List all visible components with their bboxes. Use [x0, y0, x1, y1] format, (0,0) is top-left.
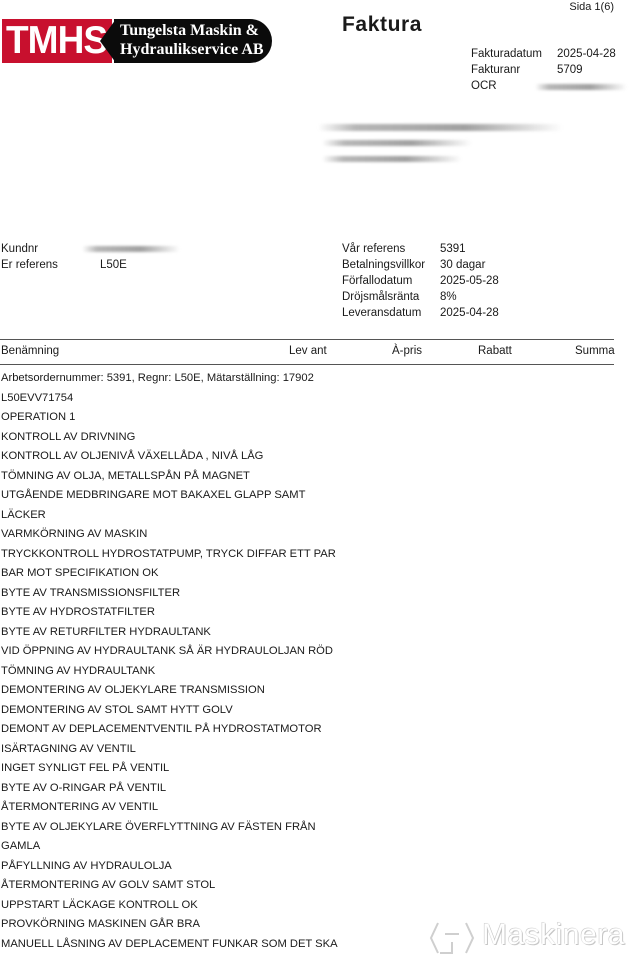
address-line-2-redacted	[322, 140, 472, 146]
line-item: VARMKÖRNING AV MASKIN	[1, 528, 148, 540]
line-item: INGET SYNLIGT FEL PÅ VENTIL	[1, 762, 170, 774]
page-indicator: Sida 1(6)	[569, 1, 614, 13]
line-item: KONTROLL AV DRIVNING	[1, 430, 136, 443]
line-item: VID ÖPPNING AV HYDRAULTANK SÅ ÄR HYDRAULOLJAN RÖD	[1, 645, 333, 657]
payment-terms-value: 30 dagar	[440, 259, 486, 271]
line-item: LÄCKER	[1, 508, 46, 521]
line-item: ISÄRTAGNING AV VENTIL	[1, 742, 136, 755]
maskinera-watermark	[428, 920, 638, 956]
column-header-total: Summa	[575, 345, 615, 357]
logo-company-line2: Hydraulikservice AB	[120, 40, 264, 58]
line-item: DEMONTERING AV STOL SAMT HYTT GOLV	[1, 703, 233, 716]
line-item: OPERATION 1	[1, 411, 76, 423]
line-item: BYTE AV O-RINGAR PÅ VENTIL	[1, 781, 167, 794]
address-line-3-redacted	[322, 156, 462, 162]
line-item: L50EVV71754	[1, 391, 74, 404]
invoice-number-value: 5709	[557, 64, 583, 76]
our-reference-value: 5391	[440, 243, 466, 255]
line-item: BYTE AV RETURFILTER HYDRAULTANK	[1, 625, 211, 638]
payment-terms-label: Betalningsvillkor	[342, 259, 426, 271]
late-interest-value: 8%	[440, 291, 457, 303]
line-item: KONTROLL AV OLJENIVÅ VÄXELLÅDA , NIVÅ LÅG	[1, 450, 264, 462]
our-reference-label: Vår referens	[342, 243, 406, 255]
line-item: ÅTERMONTERING AV VENTIL	[1, 801, 159, 813]
your-reference-label: Er referens	[1, 259, 58, 271]
customer-number-label: Kundnr	[1, 243, 39, 255]
invoice-date-value: 2025-04-28	[557, 48, 616, 60]
logo-company-line1: Tungelsta Maskin &	[120, 22, 259, 39]
line-item: GAMLA	[1, 840, 41, 852]
table-header	[0, 343, 614, 361]
line-item: ÅTERMONTERING AV GOLV SAMT STOL	[1, 879, 216, 891]
customer-number-redacted	[82, 246, 180, 252]
invoice-number-label: Fakturanr	[471, 64, 521, 76]
logo-company-name	[120, 22, 264, 59]
line-item: TÖMNING AV HYDRAULTANK	[1, 664, 156, 677]
company-logo	[2, 19, 272, 63]
column-header-discount: Rabatt	[478, 345, 512, 357]
due-date-label: Förfallodatum	[342, 275, 413, 287]
line-item: BAR MOT SPECIFIKATION OK	[1, 567, 159, 579]
ocr-label: OCR	[471, 80, 497, 92]
line-item: BYTE AV OLJEKYLARE ÖVERFLYTTNING AV FÄSTEN FRÅN	[1, 820, 316, 833]
customer-info-right	[342, 241, 639, 323]
table-top-divider	[0, 339, 614, 340]
invoice-date-label: Fakturadatum	[471, 48, 542, 60]
late-interest-label: Dröjsmålsränta	[342, 291, 420, 303]
line-item: PROVKÖRNING MASKINEN GÅR BRA	[1, 918, 200, 930]
line-item: DEMONTERING AV OLJEKYLARE TRANSMISSION	[1, 684, 265, 696]
line-item: BYTE AV HYDROSTATFILTER	[1, 606, 155, 618]
logo-abbreviation: TMHS	[6, 19, 108, 62]
address-line-1-redacted	[318, 124, 563, 131]
logo-arrow-shape	[100, 19, 116, 63]
delivery-date-value: 2025-04-28	[440, 307, 499, 319]
due-date-value: 2025-05-28	[440, 275, 499, 287]
line-item: DEMONT AV DEPLACEMENTVENTIL PÅ HYDROSTATMOTOR	[1, 723, 322, 735]
line-item: BYTE AV TRANSMISSIONSFILTER	[1, 586, 181, 599]
line-item: UTGÅENDE MEDBRINGARE MOT BAKAXEL GLAPP SAMT	[1, 489, 306, 501]
ocr-value-redacted	[535, 84, 627, 90]
table-header-divider	[0, 364, 614, 365]
invoice-line-items	[1, 369, 621, 954]
line-item: PÅFYLLNING AV HYDRAULOLJA	[1, 859, 172, 872]
document-title: Faktura	[342, 13, 423, 36]
watermark-text: Maskinera	[482, 918, 625, 951]
line-item: MANUELL LÅSNING AV DEPLACEMENT FUNKAR SOM DET SKA	[1, 937, 338, 950]
column-header-quantity: Lev ant	[289, 345, 327, 357]
maskinera-hexagon-logo-icon	[428, 920, 476, 956]
delivery-date-label: Leveransdatum	[342, 307, 422, 319]
line-item: TRYCKKONTROLL HYDROSTATPUMP, TRYCK DIFFAR ETT PAR	[1, 547, 336, 560]
column-header-description: Benämning	[1, 345, 60, 357]
your-reference-value: L50E	[100, 259, 127, 271]
line-item: Arbetsordernummer: 5391, Regnr: L50E, Mätarställning: 17902	[1, 372, 314, 384]
line-item: UPPSTART LÄCKAGE KONTROLL OK	[1, 898, 198, 911]
column-header-unit-price: À-pris	[392, 345, 423, 357]
line-item: TÖMNING AV OLJA, METALLSPÅN PÅ MAGNET	[1, 469, 250, 482]
